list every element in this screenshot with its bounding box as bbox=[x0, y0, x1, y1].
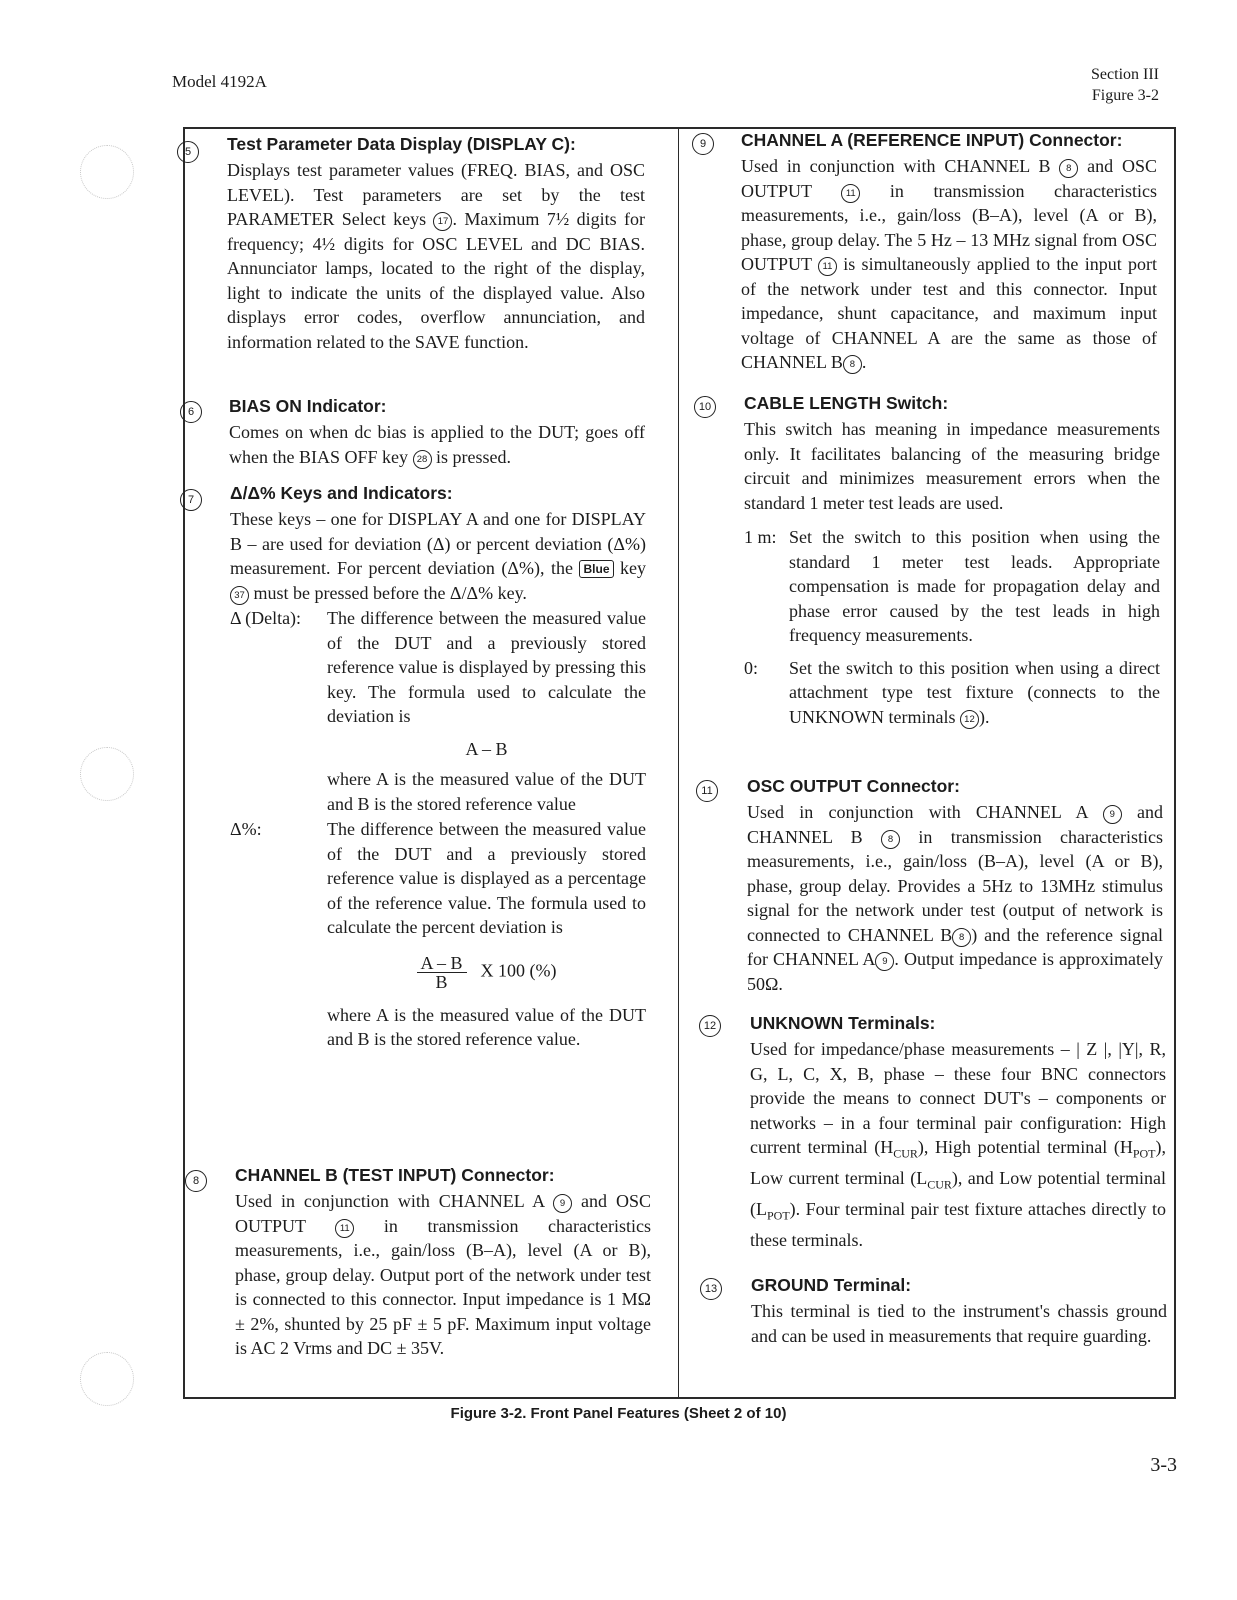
item-10-text: This switch has meaning in impedance measurements only. It facilitates balancing of the measuring bridge circuit and minimizes measurement errors when the standard 1 meter test leads are used. bbox=[744, 419, 1160, 513]
ref-37: 37 bbox=[230, 586, 249, 605]
punch-hole-bottom bbox=[80, 1352, 134, 1406]
ref-8: 8 bbox=[952, 928, 971, 947]
item-9-title: CHANNEL A (REFERENCE INPUT) Connector: bbox=[741, 130, 1123, 150]
ref-9: 9 bbox=[1103, 805, 1122, 824]
header-section bbox=[1091, 64, 1159, 106]
callout-9: 9 bbox=[692, 133, 714, 155]
item-13-text: This terminal is tied to the instrument's chassis ground and can be used in measurements that require guarding. bbox=[751, 1301, 1167, 1346]
item-13 bbox=[751, 1274, 1167, 1348]
item-12 bbox=[750, 1012, 1166, 1253]
pct-numerator: A – B bbox=[417, 954, 467, 973]
item-5-text: Displays test parameter values (FREQ. BIAS, and OSC LEVEL). Test parameters are set by the test PARAMETER Select keys 17 . Maximum 7½ digits for frequency; 4½ digits for OSC LEVEL and DC BIAS. Annunciator lamps, located to the right of the display, light to indicate the units of the displayed value. Also displays error codes, overflow annunciation, and information related to the SAVE function. bbox=[227, 160, 645, 352]
column-divider bbox=[678, 127, 679, 1399]
figure-caption: Figure 3-2. Front Panel Features (Sheet 2 of 10) bbox=[450, 1405, 787, 1422]
item-9 bbox=[741, 129, 1157, 375]
item-12-text: Used for impedance/phase measurements – | Z |, |Y|, R, G, L, C, X, B, phase – these four BNC connectors provide the means to connect DUT's – components or networks – in a four terminal pair configuration: High current terminal $(H_{CUR})$, High potential terminal $(H_{POT})$, Low current terminal $(L_{CUR})$, and Low potential terminal $(L_{POT})$. Four terminal pair test fixture attaches directly to these terminals. bbox=[750, 1039, 1166, 1251]
item-10 bbox=[744, 392, 1160, 729]
callout-12: 12 bbox=[699, 1015, 721, 1037]
ref-9: 9 bbox=[553, 1194, 572, 1213]
ref-12: 12 bbox=[960, 710, 979, 729]
item-6-title: BIAS ON Indicator: bbox=[229, 396, 387, 416]
item-5 bbox=[227, 133, 645, 354]
item-11 bbox=[747, 775, 1163, 996]
cable-1m-definition bbox=[744, 525, 1160, 648]
ref-8: 8 bbox=[843, 355, 862, 374]
delta-where: where A is the measured value of the DUT and B is the stored reference value bbox=[327, 769, 646, 814]
cable-0-term: 0: bbox=[744, 657, 759, 678]
callout-10: 10 bbox=[694, 396, 716, 418]
cable-1m-term: 1 m: bbox=[744, 527, 777, 547]
pct-term: Δ%: bbox=[230, 819, 262, 839]
item-8-text: Used in conjunction with CHANNEL A 9 and OSC OUTPUT 11 in transmission characteristics measurements, i.e., gain/loss (B–A), level (A or B), phase, group delay. Output port of the network under test is connected to this connector. Input impedance is 1 MΩ ± 2%, shunted by 25 pF ± 5 pF. Maximum input voltage is AC 2 Vrms and DC ± 35V. bbox=[235, 1191, 651, 1358]
item-11-title: OSC OUTPUT Connector: bbox=[747, 776, 960, 796]
ref-8: 8 bbox=[1059, 159, 1078, 178]
header-model: Model 4192A bbox=[172, 72, 267, 91]
ref-8: 8 bbox=[881, 830, 900, 849]
pct-denominator: B bbox=[435, 971, 448, 992]
delta-term: Δ (Delta): bbox=[230, 608, 302, 628]
item-8 bbox=[235, 1164, 651, 1361]
page-number: 3-3 bbox=[1150, 1454, 1177, 1476]
item-7-text: These keys – one for DISPLAY A and one for DISPLAY B – are used for deviation (Δ) or percent deviation (Δ%) measurement. For percent deviation (Δ%), the Blue key 37 must be pressed before the Δ/Δ% key. bbox=[230, 509, 646, 603]
punch-hole-top bbox=[80, 145, 134, 199]
item-6 bbox=[229, 395, 645, 469]
item-5-title: Test Parameter Data Display (DISPLAY C): bbox=[227, 134, 576, 154]
item-7 bbox=[230, 482, 646, 1052]
pct-fraction bbox=[417, 954, 467, 991]
item-11-text: Used in conjunction with CHANNEL A 9 and CHANNEL B 8 in transmission characteristics measurements, i.e., gain/loss (B–A), level (A or B), phase, group delay. Provides a 5Hz to 13MHz stimulus signal for the network under test (output of network is connected to CHANNEL B 8 ) and the reference signal for CHANNEL A 9 . Output impedance is approximately 50Ω. bbox=[747, 802, 1163, 994]
pct-multiplier: X 100 (%) bbox=[480, 960, 557, 981]
item-12-title: UNKNOWN Terminals: bbox=[750, 1013, 936, 1033]
callout-11: 11 bbox=[696, 780, 718, 802]
delta-definition bbox=[230, 606, 646, 816]
callout-7: 7 bbox=[180, 489, 202, 511]
punch-hole-middle bbox=[80, 747, 134, 801]
section-label: Section III bbox=[1091, 66, 1159, 83]
callout-6: 6 bbox=[180, 401, 202, 423]
figure-label: Figure 3-2 bbox=[1091, 87, 1159, 104]
item-6-text: Comes on when dc bias is applied to the DUT; goes off when the BIAS OFF key 28 is pressed. bbox=[229, 422, 645, 467]
ref-11: 11 bbox=[818, 257, 837, 276]
ref-17: 17 bbox=[433, 212, 452, 231]
pct-formula bbox=[327, 954, 646, 991]
callout-13: 13 bbox=[700, 1278, 722, 1300]
item-7-title: Δ/Δ% Keys and Indicators: bbox=[230, 483, 453, 503]
callout-8: 8 bbox=[185, 1170, 207, 1192]
pct-definition bbox=[230, 817, 646, 1052]
item-8-title: CHANNEL B (TEST INPUT) Connector: bbox=[235, 1165, 555, 1185]
ref-9: 9 bbox=[875, 952, 894, 971]
cable-0-definition bbox=[744, 656, 1160, 730]
delta-formula: A – B bbox=[465, 738, 508, 759]
cable-1m-description: Set the switch to this position when using the standard 1 meter test leads. Appropriate compensation is made for propagation delay and phase error caused by the test leads in high frequency measurements. bbox=[789, 527, 1160, 645]
pct-where: where A is the measured value of the DUT and B is the stored reference value. bbox=[327, 1004, 646, 1049]
delta-description: The difference between the measured value of the DUT and a previously stored reference value is displayed by pressing this key. The formula used to calculate the deviation is bbox=[327, 608, 646, 726]
ref-11: 11 bbox=[335, 1219, 354, 1238]
ref-28: 28 bbox=[413, 450, 432, 469]
ref-11: 11 bbox=[841, 184, 860, 203]
item-13-title: GROUND Terminal: bbox=[751, 1275, 912, 1295]
item-10-title: CABLE LENGTH Switch: bbox=[744, 393, 949, 413]
item-9-text: Used in conjunction with CHANNEL B 8 and OSC OUTPUT 11 in transmission characteristics measurements, i.e., gain/loss (B–A), level (A or B), phase, group delay. The 5 Hz – 13 MHz signal from OSC OUTPUT 11 is simultaneously applied to the input port of the network under test and this connector. Input impedance, shunt capacitance, and maximum input voltage of CHANNEL A are the same as those of CHANNEL B 8 . bbox=[741, 156, 1157, 372]
callout-5: 5 bbox=[177, 141, 199, 163]
blue-key-icon: Blue bbox=[579, 560, 613, 578]
cable-0-description: Set the switch to this position when using a direct attachment type test fixture (connects to the UNKNOWN terminals 12 ). bbox=[789, 657, 1160, 727]
pct-description: The difference between the measured value of the DUT and a previously stored reference value is displayed as a percentage of the reference value. The formula used to calculate the percent deviation is bbox=[327, 819, 646, 937]
